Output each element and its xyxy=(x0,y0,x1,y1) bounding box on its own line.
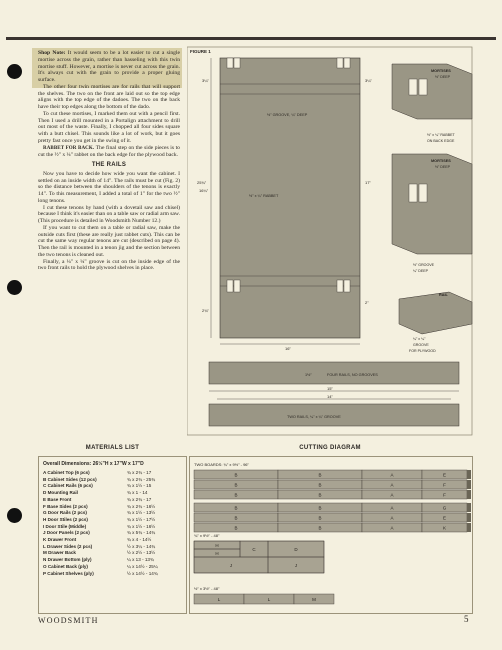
mortises-top-deep: ½" DEEP xyxy=(435,75,451,79)
material-name: M Drawer Back xyxy=(43,550,76,556)
material-name: J Door Panels (2 pcs) xyxy=(43,530,90,536)
material-name: F Base Sides (2 pcs) xyxy=(43,503,88,509)
materials-list xyxy=(38,456,187,614)
dim-3b: 3¼" xyxy=(365,78,372,83)
mortises-mid: MORTISES xyxy=(431,159,451,163)
material-name: G Door Rails (2 pcs) xyxy=(43,510,87,516)
board-piece-label: E xyxy=(442,515,447,521)
board3-piece-label: L xyxy=(267,596,271,602)
board-piece-label: F xyxy=(443,482,446,488)
material-dim: ¾ x 2¾ - 25¾ xyxy=(127,476,156,482)
material-row xyxy=(39,537,186,544)
board-piece-label: B xyxy=(234,482,238,488)
rabbet-runin: RABBET FOR BACK. xyxy=(43,145,95,151)
cutting-diagram xyxy=(189,456,473,614)
paragraph-6: I cut these tenons by hand (with a dovetail saw and chisel) because I think it's easier than on a table saw or radial arm saw. (This procedure is detailed in Woodsmith Number 12.) xyxy=(38,204,180,224)
waste-hatch xyxy=(467,470,471,479)
material-row xyxy=(39,470,186,477)
paragraph-4: The final step on the side pieces is to cut the ½" x ¼" rabbet on the back edge for the plywood back. xyxy=(38,144,180,159)
board2-piece-label: H xyxy=(215,542,219,548)
board-piece-label: E xyxy=(442,472,447,478)
cutting-diagram-drawing xyxy=(190,457,472,613)
material-dim: ¼ x 13 - 13¾ xyxy=(127,557,154,563)
board-piece-label: B xyxy=(318,472,322,478)
dim-14: 14" xyxy=(327,394,333,399)
waste-hatch xyxy=(467,503,471,512)
dim-17: 17" xyxy=(365,180,371,185)
waste-hatch xyxy=(467,523,471,532)
material-name: I Door Stile (Middle) xyxy=(43,523,87,529)
board2-piece-label: D xyxy=(294,546,298,552)
material-row xyxy=(39,544,186,551)
groove-mid2: ¼" DEEP xyxy=(413,269,429,273)
rabbet-back2: ON BACK EDGE xyxy=(427,139,455,143)
rails-heading: THE RAILS xyxy=(91,162,127,168)
material-name: L Drawer Sides (2 pcs) xyxy=(43,543,93,549)
paragraph-1: It would seem to be a lot easier to cut a single mortise across the grain, rather than hasseling with this twin mortise stuff. However, a mortise is never cut across the grain. It's always cut with the grain to provide a proper gluing surface. xyxy=(38,50,180,83)
material-row xyxy=(39,550,186,557)
board3-piece-label: M xyxy=(312,596,316,602)
two-boards-label: TWO BOARDS: ¾" x 9½" - 96" xyxy=(194,462,249,467)
material-row xyxy=(39,483,186,490)
material-name: N Drawer Bottom (ply) xyxy=(43,557,92,563)
material-name: K Drawer Front xyxy=(43,537,77,543)
material-dim: ½ x 14½ - 14¾ xyxy=(127,570,158,576)
rabbet-back: ½" x ¼" RABBET xyxy=(427,133,455,137)
board-piece-label: B xyxy=(234,525,238,531)
dim-1half: 1½" xyxy=(305,373,312,377)
material-dim: ¾ x 1½ - 15 xyxy=(127,483,152,489)
board-piece-label: B xyxy=(318,482,322,488)
board-piece-label: B xyxy=(234,505,238,511)
paragraph-2: The other four twin mortises are for rails that will support the shelves. The two on the front are laid out so the top edge aligns with the top edge of the dadoes. The two on the back have their top edges along the bottom of the dado. xyxy=(38,83,180,110)
material-name: D Mounting Rail xyxy=(43,490,78,496)
paragraph-7: If you want to cut them on a table or radial saw, make the outside cuts first (these are really just rabbet cuts). This can be cut the same way regular tenons are cut (described on page 4). Then the rail is mounted in a tenon jig and the section between the two tenons is cleaned out. xyxy=(38,224,180,258)
waste-hatch xyxy=(467,480,471,489)
four-rails-label: FOUR RAILS, NO GROOVES xyxy=(327,373,378,377)
overall-dimensions: Overall Dimensions: 26½"H x 17"W x 17"D xyxy=(43,461,144,467)
board2-piece-label: J xyxy=(229,562,233,568)
dim-25: 25¾" xyxy=(197,180,207,185)
material-name: B Cabinet Sides (12 pcs) xyxy=(43,476,97,482)
dim-3a: 3¼" xyxy=(202,78,209,83)
board-piece-label: B xyxy=(318,492,322,498)
dim-16b: 16¼" xyxy=(199,188,209,193)
dim-15: 15" xyxy=(327,386,333,391)
material-row xyxy=(39,557,186,564)
board-piece-label: A xyxy=(390,472,394,478)
material-dim: ¼ x 14½ - 25¼ xyxy=(127,563,158,569)
board3-label: ½" x 3½" - 48" xyxy=(194,586,220,591)
dim-2: 2" xyxy=(365,300,369,305)
material-row xyxy=(39,530,186,537)
groove-label: ½" GROOVE, ¼" DEEP xyxy=(267,113,308,117)
material-name: A Cabinet Top (6 pcs) xyxy=(43,470,90,475)
dim-2b: 2¾" xyxy=(202,308,209,313)
board-piece-label: B xyxy=(318,515,322,521)
rabbet-label: ½" x ¼" RABBET xyxy=(249,194,279,198)
board-piece-label: B xyxy=(234,515,238,521)
board3-piece-label: L xyxy=(217,596,221,602)
material-row xyxy=(39,564,186,571)
dim-16: 16" xyxy=(285,346,291,351)
shop-note-label: Shop Note: xyxy=(38,50,66,56)
top-rule xyxy=(6,37,496,40)
page-number: 5 xyxy=(464,614,469,624)
mortises-top: MORTISES xyxy=(431,69,451,73)
material-row xyxy=(39,524,186,531)
board-piece-label: B xyxy=(318,505,322,511)
waste-hatch xyxy=(467,513,471,522)
side-panel xyxy=(220,58,360,338)
material-dim: ¾ x 1 - 14 xyxy=(127,490,148,496)
material-row xyxy=(39,504,186,511)
material-name: P Cabinet Shelves (ply) xyxy=(43,570,94,576)
material-name: O Cabinet Back (ply) xyxy=(43,563,88,569)
figure-1-drawing xyxy=(187,44,477,444)
paragraph-8: Finally, a ¼" x ¼" groove is cut on the inside edge of the two front rails to hold the plywood shelves in place. xyxy=(38,258,180,272)
groove-ply: ¼" x ¼" xyxy=(413,337,426,341)
board2-piece-label: C xyxy=(252,546,256,552)
board-piece-label: K xyxy=(442,525,447,531)
board2-piece-label: J xyxy=(294,562,298,568)
board-piece-label: G xyxy=(442,505,447,511)
material-dim: ¾ x 5¾ - 14¾ xyxy=(127,530,156,536)
mortises-mid-deep: ½" DEEP xyxy=(435,165,451,169)
material-row xyxy=(39,571,186,578)
material-dim: ¾ x 4 - 14½ xyxy=(127,537,152,543)
board-piece-label: A xyxy=(390,515,394,521)
binder-hole-middle xyxy=(7,280,22,295)
footer-brand: WOODSMITH xyxy=(38,616,99,625)
waste-hatch xyxy=(467,490,471,499)
material-row xyxy=(39,497,186,504)
material-name: C Cabinet Rails (6 pcs) xyxy=(43,483,93,489)
groove-ply2: GROOVE xyxy=(413,343,429,347)
board-piece-label: A xyxy=(390,505,394,511)
paragraph-5: Now you have to decide how wide you want the cabinet. I settled on an inside width of 14". The rails must be cut (Fig. 2) so the distance between the shoulders of the tenons is exactly 14". To this measurement, I added a total of 1" for the two ½" long tenons. xyxy=(38,170,180,204)
material-dim: ½ x 3¼ - 14¾ xyxy=(127,543,156,549)
board2-label: ¾" x 9½" - 48" xyxy=(194,533,220,538)
board-piece-label: B xyxy=(234,472,238,478)
groove-mid: ½" GROOVE xyxy=(413,263,435,267)
material-row xyxy=(39,517,186,524)
cutting-heading: CUTTING DIAGRAM xyxy=(299,445,361,451)
board-piece-label: F xyxy=(443,492,446,498)
board-piece-label: A xyxy=(390,492,394,498)
rail-label: RAIL xyxy=(439,293,448,297)
materials-heading: MATERIALS LIST xyxy=(85,445,140,451)
article-text xyxy=(38,50,180,272)
material-row xyxy=(39,477,186,484)
board-piece-label: B xyxy=(318,525,322,531)
material-dim: ¾ x 1½ - 16½ xyxy=(127,523,156,529)
material-dim: ¾ x 1½ - 17½ xyxy=(127,516,156,522)
board-piece-label: A xyxy=(390,482,394,488)
material-dim: ¾ x 2¾ - 17 xyxy=(127,470,152,475)
material-name: H Door Stiles (2 pcs) xyxy=(43,516,88,522)
material-row xyxy=(39,510,186,517)
board-piece-label: B xyxy=(234,492,238,498)
board2-piece-label: H xyxy=(215,550,219,556)
fig-label: FIGURE 1 xyxy=(190,49,211,54)
material-name: E Base Front xyxy=(43,496,72,502)
groove-ply3: FOR PLYWOOD xyxy=(409,349,436,353)
material-dim: ¾ x 2¾ - 16½ xyxy=(127,503,156,509)
board-piece-label: A xyxy=(390,525,394,531)
material-dim: ¾ x 2¾ - 17 xyxy=(127,496,152,502)
material-row xyxy=(39,490,186,497)
binder-hole-top xyxy=(7,64,22,79)
two-rails-label: TWO RAILS, ¼" x ¼" GROOVE xyxy=(287,415,341,419)
material-dim: ½ x 2½ - 13½ xyxy=(127,550,156,556)
binder-hole-bottom xyxy=(7,508,22,523)
material-dim: ¾ x 1½ - 13½ xyxy=(127,510,156,516)
paragraph-3: To cut these mortises, I marked them out with a pencil first. Then I used a drill mounted in a Portalign attachment to drill out most of the waste. Finally, I chopped all four sides square with a butt chisel. This sounds like a lot of work, but it goes pretty fast once you get in the swing of it. xyxy=(38,110,180,144)
